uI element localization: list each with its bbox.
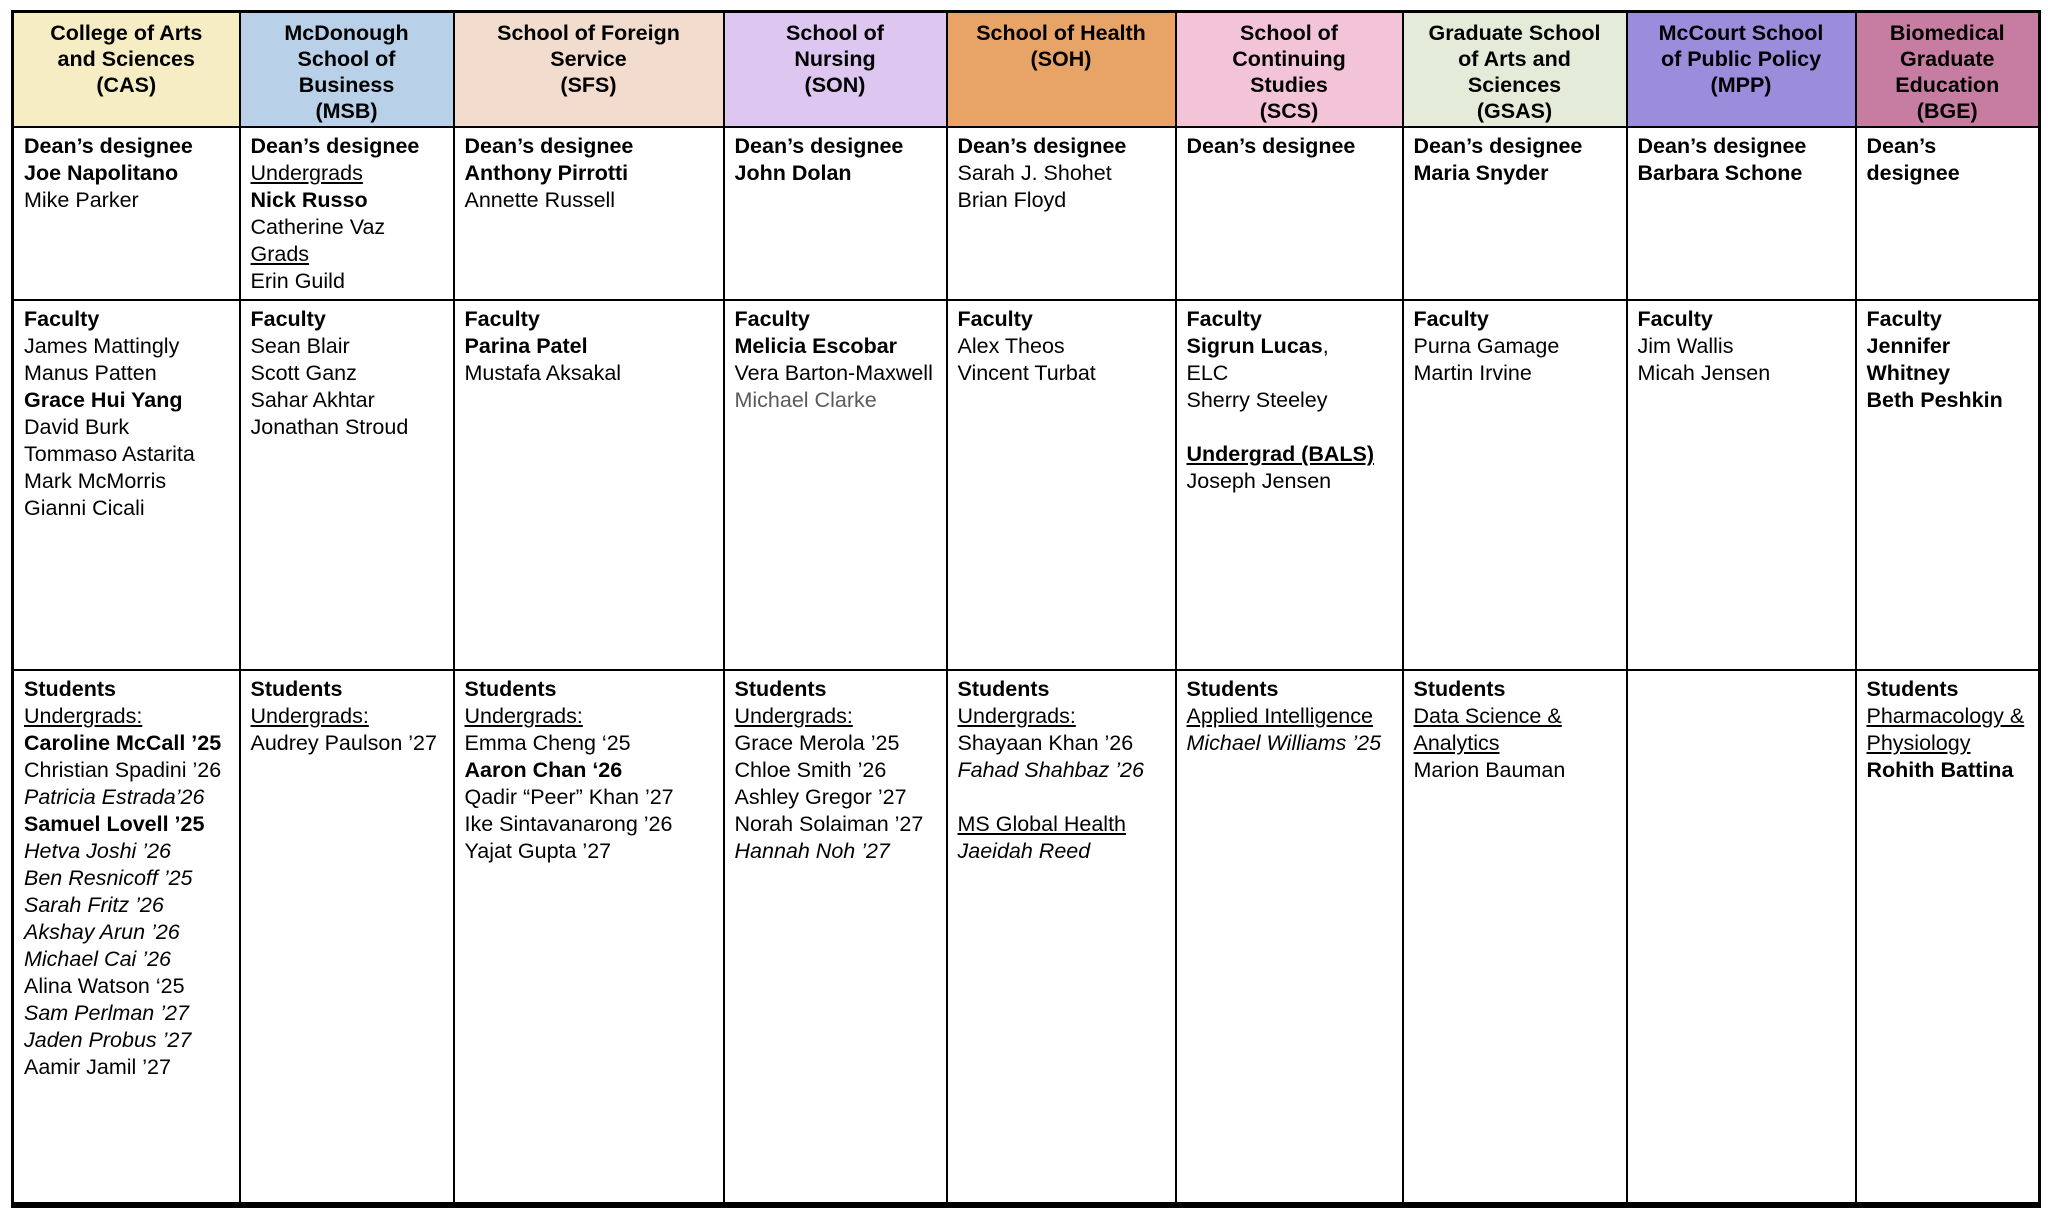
entry-line: Vera Barton-Maxwell <box>734 361 933 385</box>
header-line: Continuing <box>1232 47 1346 71</box>
entry-line: Alina Watson ‘25 <box>24 974 185 998</box>
dean-row <box>13 127 2040 300</box>
header-line: School of Health <box>976 21 1146 45</box>
entry-line: Hannah Noh ’27 <box>734 839 890 863</box>
scs-students-cell <box>1176 670 1403 1205</box>
header-line: College of Arts <box>50 21 203 45</box>
sfs-students-cell <box>454 670 724 1205</box>
entry-line: Dean’s designee <box>250 134 420 158</box>
entry-line: Data Science & Analytics <box>1413 704 1562 755</box>
entry-line: Students <box>957 677 1050 701</box>
header-line: Biomedical <box>1889 21 2005 45</box>
entry-line: Dean’s designee <box>734 134 904 158</box>
header-line: Business <box>298 73 395 97</box>
entry-line: Faculty <box>1866 307 1942 331</box>
header-line: Graduate School <box>1428 21 1601 45</box>
header-line: School of Foreign <box>497 21 680 45</box>
header-line: School of <box>297 47 396 71</box>
entry-line: Martin Irvine <box>1413 361 1532 385</box>
entry-line: Melicia Escobar <box>734 334 898 358</box>
mpp-students-cell <box>1627 670 1856 1205</box>
soh-dean-cell <box>947 127 1176 300</box>
header-line: Service <box>550 47 627 71</box>
entry-line: Purna Gamage <box>1413 334 1560 358</box>
header-son <box>724 12 947 128</box>
committee-table <box>11 10 2041 1208</box>
entry-line: Hetva Joshi ’26 <box>24 839 171 863</box>
entry-line: Faculty <box>464 307 540 331</box>
header-bge <box>1856 12 2040 128</box>
entry-line: Marion Bauman <box>1413 758 1566 782</box>
header-line: Education <box>1895 73 2000 97</box>
header-cas <box>13 12 240 128</box>
entry-line: Aaron Chan ‘26 <box>464 758 623 782</box>
header-scs <box>1176 12 1403 128</box>
entry-line: Jaeidah Reed <box>957 839 1091 863</box>
entry-line: Beth Peshkin <box>1866 388 2003 412</box>
header-line: School of <box>1240 21 1338 45</box>
entry-line: Sherry Steeley <box>1186 388 1328 412</box>
entry-line: Undergrads: <box>957 704 1076 728</box>
entry-line: Tommaso Astarita <box>24 442 195 466</box>
header-line: (MSB) <box>315 99 378 123</box>
entry-line: John Dolan <box>734 161 852 185</box>
entry-line: Manus Patten <box>24 361 157 385</box>
entry-line: Faculty <box>957 307 1033 331</box>
entry-line: Patricia Estrada’26 <box>24 785 205 809</box>
entry-line: Faculty <box>1186 307 1262 331</box>
header-mpp <box>1627 12 1856 128</box>
entry-line: Gianni Cicali <box>24 496 145 520</box>
header-line: and Sciences <box>57 47 195 71</box>
entry-line: ELC <box>1186 361 1229 385</box>
header-line: Graduate <box>1900 47 1995 71</box>
entry-line: Shayaan Khan ’26 <box>957 731 1134 755</box>
cas-students-cell <box>13 670 240 1205</box>
entry-line: Faculty <box>24 307 100 331</box>
cas-dean-cell <box>13 127 240 300</box>
entry-line: Students <box>1186 677 1279 701</box>
entry-line: Undergrads: <box>250 704 369 728</box>
entry-line: Fahad Shahbaz ’26 <box>957 758 1144 782</box>
entry-line: Undergrad (BALS) <box>1186 442 1375 466</box>
header-line: (GSAS) <box>1476 99 1553 123</box>
bge-dean-cell <box>1856 127 2040 300</box>
header-line: (SCS) <box>1259 99 1319 123</box>
entry-line: Ben Resnicoff ’25 <box>24 866 193 890</box>
entry-line: Joseph Jensen <box>1186 469 1332 493</box>
scs-dean-cell <box>1176 127 1403 300</box>
entry-line: Jaden Probus ’27 <box>24 1028 192 1052</box>
header-msb <box>240 12 454 128</box>
spacer-line <box>1187 414 1394 441</box>
mpp-dean-cell <box>1627 127 1856 300</box>
entry-line: Norah Solaiman ’27 <box>734 812 924 836</box>
entry-line: Ashley Gregor ’27 <box>734 785 907 809</box>
students-row <box>13 670 2040 1205</box>
bge-faculty-cell <box>1856 300 2040 670</box>
header-line: (SFS) <box>560 73 617 97</box>
mpp-faculty-cell <box>1627 300 1856 670</box>
entry-line: Alex Theos <box>957 334 1065 358</box>
entry-line: MS Global Health <box>957 812 1126 836</box>
entry-line: Parina Patel <box>464 334 588 358</box>
entry-line: Students <box>24 677 116 701</box>
msb-students-cell <box>240 670 454 1205</box>
gsas-dean-cell <box>1403 127 1627 300</box>
header-sfs <box>454 12 724 128</box>
entry-line: Students <box>734 677 827 701</box>
gsas-faculty-cell <box>1403 300 1627 670</box>
entry-line: Mustafa Aksakal <box>464 361 622 385</box>
entry-line: Sarah Fritz ’26 <box>24 893 164 917</box>
son-students-cell <box>724 670 947 1205</box>
msb-dean-cell <box>240 127 454 300</box>
entry-line: Faculty <box>1413 307 1489 331</box>
entry-line: Jennifer Whitney <box>1866 334 1951 385</box>
header-line: (CAS) <box>96 73 157 97</box>
entry-line: Michael Cai ’26 <box>24 947 171 971</box>
entry-line: Grace Merola ’25 <box>734 731 900 755</box>
gsas-students-cell <box>1403 670 1627 1205</box>
soh-faculty-cell <box>947 300 1176 670</box>
entry-line: Micah Jensen <box>1637 361 1771 385</box>
entry-line: Scott Ganz <box>250 361 357 385</box>
entry-line: Dean’s designee <box>24 134 193 158</box>
entry-line: Annette Russell <box>464 188 616 212</box>
header-line: (SON) <box>804 73 866 97</box>
entry-line: Rohith Battina <box>1866 758 2014 782</box>
entry-line: Students <box>464 677 557 701</box>
entry-line: Erin Guild <box>250 269 345 293</box>
entry-line: Dean’s designee <box>1866 134 1960 185</box>
entry-line: Sarah J. Shohet <box>957 161 1112 185</box>
header-line: (MPP) <box>1710 73 1772 97</box>
entry-line: Mike Parker <box>24 188 139 212</box>
entry-line: Dean’s designee <box>1186 134 1356 158</box>
cas-faculty-cell <box>13 300 240 670</box>
entry-line: Michael Clarke <box>734 388 877 412</box>
entry-line: Nick Russo <box>250 188 368 212</box>
entry-line: Students <box>250 677 343 701</box>
son-faculty-cell <box>724 300 947 670</box>
entry-line: Students <box>1413 677 1506 701</box>
header-line: Studies <box>1250 73 1328 97</box>
entry-line: Faculty <box>1637 307 1713 331</box>
entry-line: Dean’s designee <box>1413 134 1583 158</box>
faculty-row <box>13 300 2040 670</box>
entry-line: Aamir Jamil ’27 <box>24 1055 171 1079</box>
header-line: (BGE) <box>1916 99 1978 123</box>
sfs-dean-cell <box>454 127 724 300</box>
entry-line: Grace Hui Yang <box>24 388 183 412</box>
header-line: School of <box>786 21 884 45</box>
header-line: McCourt School <box>1658 21 1824 45</box>
entry-line: Dean’s designee <box>957 134 1127 158</box>
entry-line: Samuel Lovell ’25 <box>24 812 205 836</box>
entry-line: Qadir “Peer” Khan ’27 <box>464 785 674 809</box>
entry-line: Sam Perlman ’27 <box>24 1001 189 1025</box>
table-header-row <box>13 12 2040 128</box>
entry-line: Jim Wallis <box>1637 334 1734 358</box>
header-line: of Public Policy <box>1660 47 1822 71</box>
entry-line: Undergrads <box>250 161 363 185</box>
entry-line: Chloe Smith ’26 <box>734 758 887 782</box>
entry-line: Emma Cheng ‘25 <box>464 731 631 755</box>
entry-line: Christian Spadini ’26 <box>24 758 222 782</box>
entry-line: Sahar Akhtar <box>250 388 375 412</box>
spacer-line <box>958 784 1167 811</box>
header-line: McDonough <box>284 21 409 45</box>
header-line: Sciences <box>1467 73 1562 97</box>
entry-line: Students <box>1866 677 1959 701</box>
header-line: (SOH) <box>1030 47 1092 71</box>
entry-line: Sean Blair <box>250 334 350 358</box>
entry-line: Joe Napolitano <box>24 161 179 185</box>
entry-line: Brian Floyd <box>957 188 1067 212</box>
entry-line: Yajat Gupta ’27 <box>464 839 612 863</box>
entry-line: James Mattingly <box>24 334 180 358</box>
entry-line: Undergrads: <box>24 704 143 728</box>
bge-students-cell <box>1856 670 2040 1205</box>
scs-faculty-cell <box>1176 300 1403 670</box>
entry-line: Dean’s designee <box>464 134 634 158</box>
soh-students-cell <box>947 670 1176 1205</box>
entry-line: Caroline McCall ’25 <box>24 731 222 755</box>
entry-line: Sigrun Lucas, <box>1186 334 1329 358</box>
entry-line: Undergrads: <box>464 704 583 728</box>
entry-line: Grads <box>250 242 310 266</box>
son-dean-cell <box>724 127 947 300</box>
entry-line: Michael Williams ’25 <box>1186 731 1382 755</box>
entry-line: Barbara Schone <box>1637 161 1803 185</box>
entry-line: Audrey Paulson ’27 <box>250 731 437 755</box>
header-soh <box>947 12 1176 128</box>
entry-line: David Burk <box>24 415 130 439</box>
header-line: Nursing <box>794 47 876 71</box>
entry-line: Pharmacology & Physiology <box>1866 704 2025 755</box>
sfs-faculty-cell <box>454 300 724 670</box>
entry-line: Faculty <box>250 307 326 331</box>
entry-line: Applied Intelligence <box>1186 704 1373 728</box>
entry-line: Ike Sintavanarong ’26 <box>464 812 673 836</box>
entry-line: Undergrads: <box>734 704 853 728</box>
entry-line: Catherine Vaz <box>250 215 386 239</box>
entry-line: Vincent Turbat <box>957 361 1096 385</box>
msb-faculty-cell <box>240 300 454 670</box>
entry-line: Faculty <box>734 307 810 331</box>
entry-line: Anthony Pirrotti <box>464 161 629 185</box>
header-gsas <box>1403 12 1627 128</box>
header-line: of Arts and <box>1458 47 1571 71</box>
entry-line: Akshay Arun ’26 <box>24 920 180 944</box>
entry-line: Mark McMorris <box>24 469 167 493</box>
entry-line: Jonathan Stroud <box>250 415 409 439</box>
entry-line: Dean’s designee <box>1637 134 1807 158</box>
entry-line: Maria Snyder <box>1413 161 1549 185</box>
